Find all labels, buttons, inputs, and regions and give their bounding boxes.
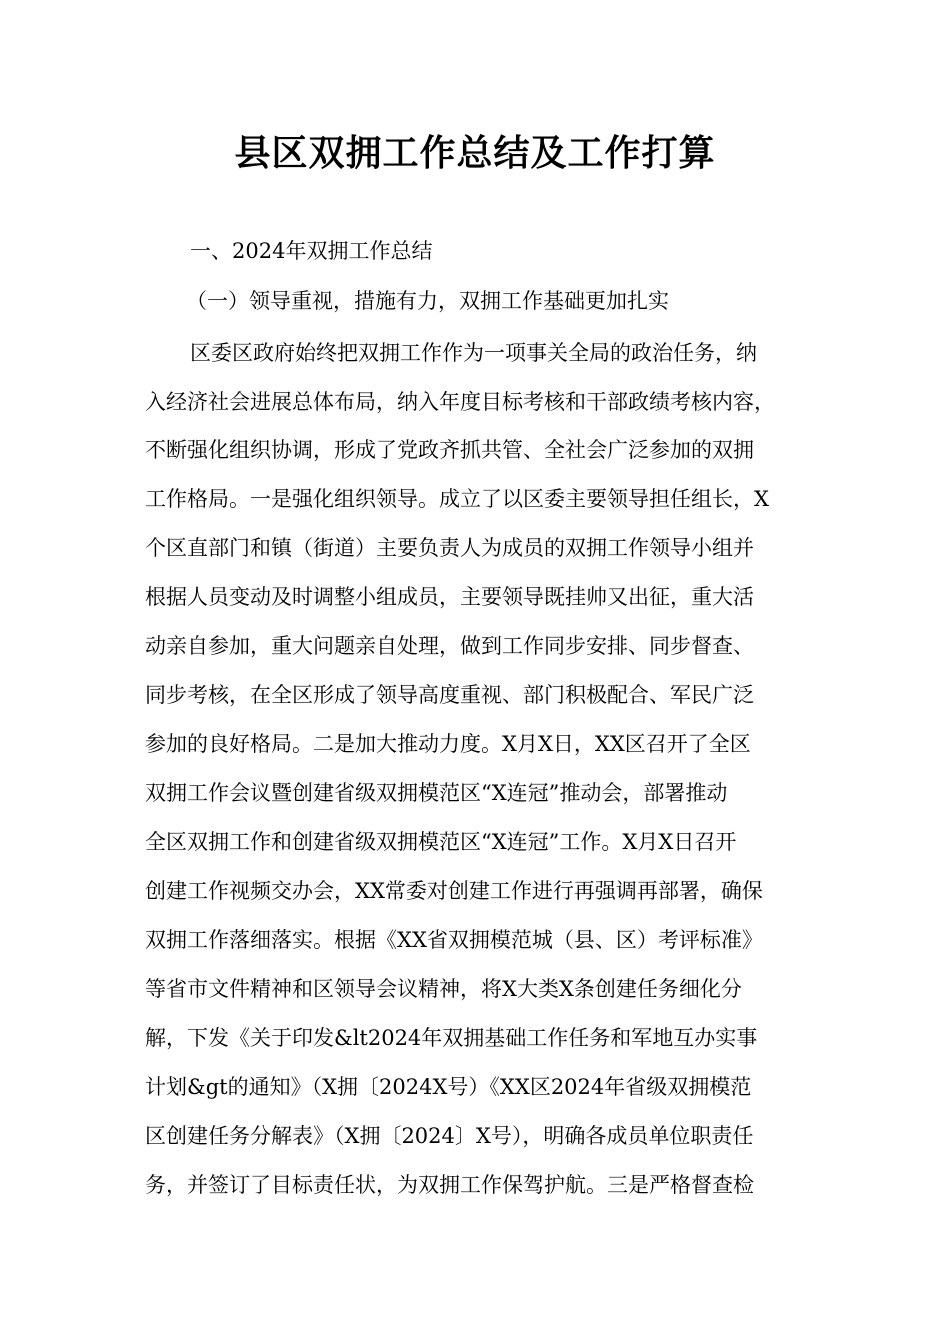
- body-line: 工作格局。一是强化组织领导。成立了以区委主要领导担任组长，X: [145, 487, 769, 511]
- body-line: 创建工作视频交办会，XX常委对创建工作进行再强调再部署，确保: [145, 879, 763, 903]
- body-line: 动亲自参加，重大问题亲自处理，做到工作同步安排、同步督查、: [145, 634, 754, 658]
- body-line: 区委区政府始终把双拥工作作为一项事关全局的政治任务，纳: [190, 341, 757, 365]
- body-line: 计划&gt的通知》（X拥〔2024X号）《XX区2024年省级双拥模范: [145, 1075, 752, 1099]
- body-line: 同步考核，在全区形成了领导高度重视、部门积极配合、军民广泛: [145, 683, 754, 707]
- body-line: 根据人员变动及时调整小组成员，主要领导既挂帅又出征，重大活: [145, 585, 754, 609]
- body-line: 不断强化组织协调，形成了党政齐抓共管、全社会广泛参加的双拥: [145, 438, 754, 462]
- body-line: 入经济社会进展总体布局，纳入年度目标考核和干部政绩考核内容，: [145, 390, 775, 414]
- document-title: 县区双拥工作总结及工作打算: [234, 133, 716, 174]
- body-line: 双拥工作落细落实。根据《XX省双拥模范城（县、区）考评标准》: [145, 928, 763, 952]
- body-line: 参加的良好格局。二是加大推动力度。X月X日，XX区召开了全区: [145, 732, 751, 756]
- body-line: 个区直部门和镇（街道）主要负责人为成员的双拥工作领导小组并: [145, 536, 754, 560]
- body-line: 双拥工作会议暨创建省级双拥模范区“X连冠”推动会，部署推动: [145, 781, 728, 805]
- body-line: 等省市文件精神和区领导会议精神，将X大类X条创建任务细化分: [145, 977, 742, 1001]
- body-line: 解，下发《关于印发&lt2024年双拥基础工作任务和军地互办实事: [145, 1026, 758, 1050]
- body-line: 区创建任务分解表》（X拥〔2024〕X号），明确各成员单位职责任: [145, 1124, 754, 1148]
- section-heading: 一、2024年双拥工作总结: [190, 239, 433, 263]
- body-line: 全区双拥工作和创建省级双拥模范区“X连冠”工作。X月X日召开: [145, 830, 737, 854]
- subsection-heading: （一）领导重视，措施有力，双拥工作基础更加扎实: [186, 289, 669, 313]
- body-line: 务，并签订了目标责任状，为双拥工作保驾护航。三是严格督查检: [145, 1173, 754, 1197]
